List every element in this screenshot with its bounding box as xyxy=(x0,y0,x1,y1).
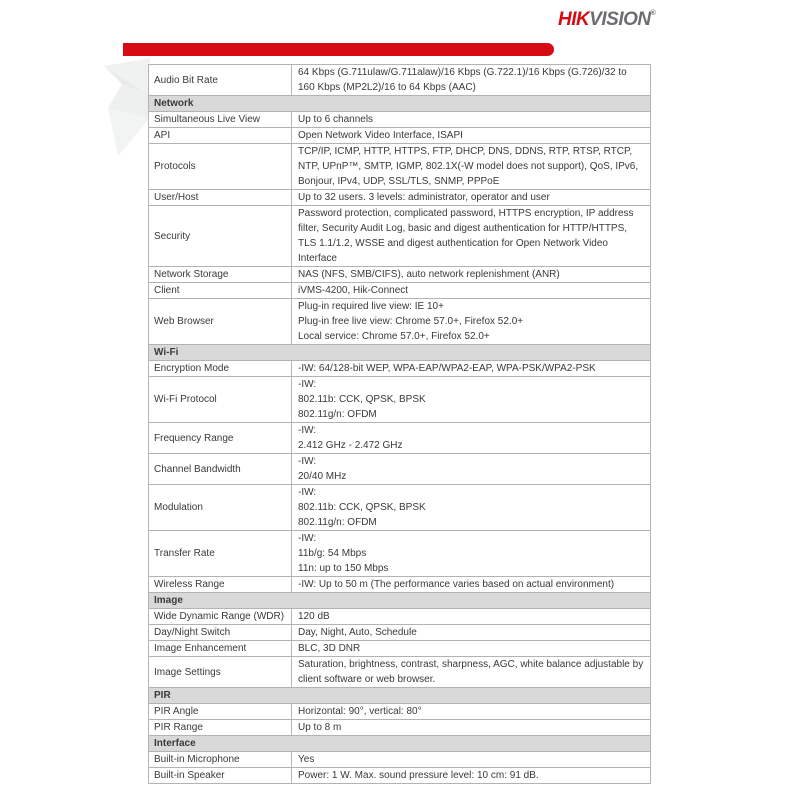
spec-value xyxy=(292,299,651,345)
spec-value-line: -IW: xyxy=(298,487,317,498)
spec-value xyxy=(292,283,651,299)
spec-value xyxy=(292,190,651,206)
spec-value xyxy=(292,657,651,688)
spec-value xyxy=(292,577,651,593)
spec-value-line: Local service: Chrome 57.0+, Firefox 52.0+ xyxy=(298,331,490,342)
watermark-facets-icon xyxy=(98,56,150,166)
spec-value-line: 20/40 MHz xyxy=(298,471,347,482)
spec-label: User/Host xyxy=(149,190,292,206)
spec-value-line: Password protection, complicated password, HTTPS encryption, IP address filter, Security Audit Log, basic and digest authentication for HTTP/HTTPS, TLS 1.1/1.2, WSSE and digest authentication for Open Network Video Interface xyxy=(298,208,634,264)
spec-value-line: -IW: xyxy=(298,425,317,436)
section-title: PIR xyxy=(149,688,651,704)
section-header-row xyxy=(149,593,651,609)
spec-value-line: iVMS-4200, Hik-Connect xyxy=(298,285,409,296)
spec-value-line: 120 dB xyxy=(298,611,330,622)
spec-value-line: TCP/IP, ICMP, HTTP, HTTPS, FTP, DHCP, DNS, DDNS, RTP, RTSP, RTCP, NTP, UPnP™, SMTP, IGMP, 802.1X(-W model does not support), QoS, IPv6, Bonjour, IPv4, UDP, SSL/TLS, SNMP, PPPoE xyxy=(298,146,639,187)
spec-row xyxy=(149,609,651,625)
spec-row xyxy=(149,752,651,768)
hikvision-logo xyxy=(558,9,655,31)
spec-label: PIR Angle xyxy=(149,704,292,720)
spec-value xyxy=(292,454,651,485)
spec-label: Protocols xyxy=(149,144,292,190)
spec-row xyxy=(149,112,651,128)
spec-row xyxy=(149,704,651,720)
spec-value xyxy=(292,768,651,784)
header-accent-bar xyxy=(123,43,554,56)
spec-value-line: 802.11b: CCK, QPSK, BPSK xyxy=(298,502,426,513)
spec-row xyxy=(149,361,651,377)
spec-row xyxy=(149,128,651,144)
spec-value-line: Power: 1 W. Max. sound pressure level: 10 cm: 91 dB. xyxy=(298,770,539,781)
spec-value xyxy=(292,65,651,96)
section-title: Network xyxy=(149,96,651,112)
spec-row xyxy=(149,423,651,454)
spec-row xyxy=(149,190,651,206)
spec-value xyxy=(292,377,651,423)
spec-value-line: Up to 8 m xyxy=(298,722,342,733)
spec-label: Wide Dynamic Range (WDR) xyxy=(149,609,292,625)
spec-value xyxy=(292,206,651,267)
spec-row xyxy=(149,144,651,190)
spec-label: Web Browser xyxy=(149,299,292,345)
spec-value-line: BLC, 3D DNR xyxy=(298,643,361,654)
spec-row xyxy=(149,657,651,688)
spec-value xyxy=(292,361,651,377)
spec-label: Built-in Speaker xyxy=(149,768,292,784)
spec-value-line: -IW: xyxy=(298,456,317,467)
section-title: Interface xyxy=(149,736,651,752)
spec-value xyxy=(292,485,651,531)
spec-value xyxy=(292,112,651,128)
spec-label: Encryption Mode xyxy=(149,361,292,377)
spec-value xyxy=(292,128,651,144)
spec-label: Image Settings xyxy=(149,657,292,688)
spec-value-line: 11n: up to 150 Mbps xyxy=(298,563,389,574)
spec-label: Day/Night Switch xyxy=(149,625,292,641)
spec-label: PIR Range xyxy=(149,720,292,736)
spec-value-line: -IW: Up to 50 m (The performance varies based on actual environment) xyxy=(298,579,615,590)
spec-value xyxy=(292,423,651,454)
logo-text-vision: VISION xyxy=(589,9,651,30)
spec-value xyxy=(292,641,651,657)
spec-value-line: 802.11g/n: OFDM xyxy=(298,409,377,420)
section-title: Wi-Fi xyxy=(149,345,651,361)
spec-row xyxy=(149,267,651,283)
watermark-graphic xyxy=(98,56,150,166)
section-title: Image xyxy=(149,593,651,609)
spec-value-line: Day, Night, Auto, Schedule xyxy=(298,627,417,638)
spec-label: Security xyxy=(149,206,292,267)
spec-row xyxy=(149,768,651,784)
spec-label: API xyxy=(149,128,292,144)
spec-label: Channel Bandwidth xyxy=(149,454,292,485)
spec-value-line: Plug-in required live view: IE 10+ xyxy=(298,301,444,312)
spec-value xyxy=(292,720,651,736)
spec-label: Frequency Range xyxy=(149,423,292,454)
spec-value xyxy=(292,752,651,768)
spec-label: Image Enhancement xyxy=(149,641,292,657)
spec-value-line: 11b/g: 54 Mbps xyxy=(298,548,367,559)
section-header-row xyxy=(149,96,651,112)
spec-label: Modulation xyxy=(149,485,292,531)
spec-label: Client xyxy=(149,283,292,299)
spec-row xyxy=(149,531,651,577)
spec-label: Simultaneous Live View xyxy=(149,112,292,128)
spec-row xyxy=(149,65,651,96)
spec-value xyxy=(292,144,651,190)
spec-value-line: Yes xyxy=(298,754,315,765)
spec-value-line: 64 Kbps (G.711ulaw/G.711alaw)/16 Kbps (G.722.1)/16 Kbps (G.726)/32 to 160 Kbps (MP2L2)/16 to 64 Kbps (AAC) xyxy=(298,67,627,93)
spec-row xyxy=(149,206,651,267)
spec-label: Built-in Microphone xyxy=(149,752,292,768)
section-header-row xyxy=(149,688,651,704)
section-header-row xyxy=(149,345,651,361)
spec-label: Wireless Range xyxy=(149,577,292,593)
spec-value xyxy=(292,267,651,283)
spec-value-line: Up to 6 channels xyxy=(298,114,374,125)
spec-label: Wi-Fi Protocol xyxy=(149,377,292,423)
spec-row xyxy=(149,377,651,423)
spec-value-line: 802.11b: CCK, QPSK, BPSK xyxy=(298,394,426,405)
spec-value-line: Saturation, brightness, contrast, sharpness, AGC, white balance adjustable by client software or web browser. xyxy=(298,659,644,685)
spec-value-line: NAS (NFS, SMB/CIFS), auto network replenishment (ANR) xyxy=(298,269,560,280)
spec-value-line: -IW: xyxy=(298,533,317,544)
spec-value-line: Plug-in free live view: Chrome 57.0+, Firefox 52.0+ xyxy=(298,316,524,327)
spec-row xyxy=(149,577,651,593)
spec-value-line: 802.11g/n: OFDM xyxy=(298,517,377,528)
spec-row xyxy=(149,283,651,299)
section-header-row xyxy=(149,736,651,752)
spec-label: Network Storage xyxy=(149,267,292,283)
spec-label: Audio Bit Rate xyxy=(149,65,292,96)
spec-value-line: Up to 32 users. 3 levels: administrator, operator and user xyxy=(298,192,550,203)
spec-value-line: Open Network Video Interface, ISAPI xyxy=(298,130,463,141)
spec-row xyxy=(149,485,651,531)
spec-row xyxy=(149,454,651,485)
spec-value-line: Horizontal: 90°, vertical: 80° xyxy=(298,706,422,717)
spec-row xyxy=(149,641,651,657)
spec-value-line: -IW: xyxy=(298,379,317,390)
logo-text-hik: HIK xyxy=(558,9,590,30)
spec-value xyxy=(292,531,651,577)
spec-value-line: -IW: 64/128-bit WEP, WPA-EAP/WPA2-EAP, WPA-PSK/WPA2-PSK xyxy=(298,363,596,374)
spec-row xyxy=(149,720,651,736)
spec-value-line: 2.412 GHz - 2.472 GHz xyxy=(298,440,403,451)
registered-trademark-icon: ® xyxy=(650,10,656,17)
spec-value xyxy=(292,609,651,625)
spec-value xyxy=(292,625,651,641)
spec-label: Transfer Rate xyxy=(149,531,292,577)
spec-row xyxy=(149,299,651,345)
spec-row xyxy=(149,625,651,641)
spec-value xyxy=(292,704,651,720)
specification-table xyxy=(148,64,651,784)
